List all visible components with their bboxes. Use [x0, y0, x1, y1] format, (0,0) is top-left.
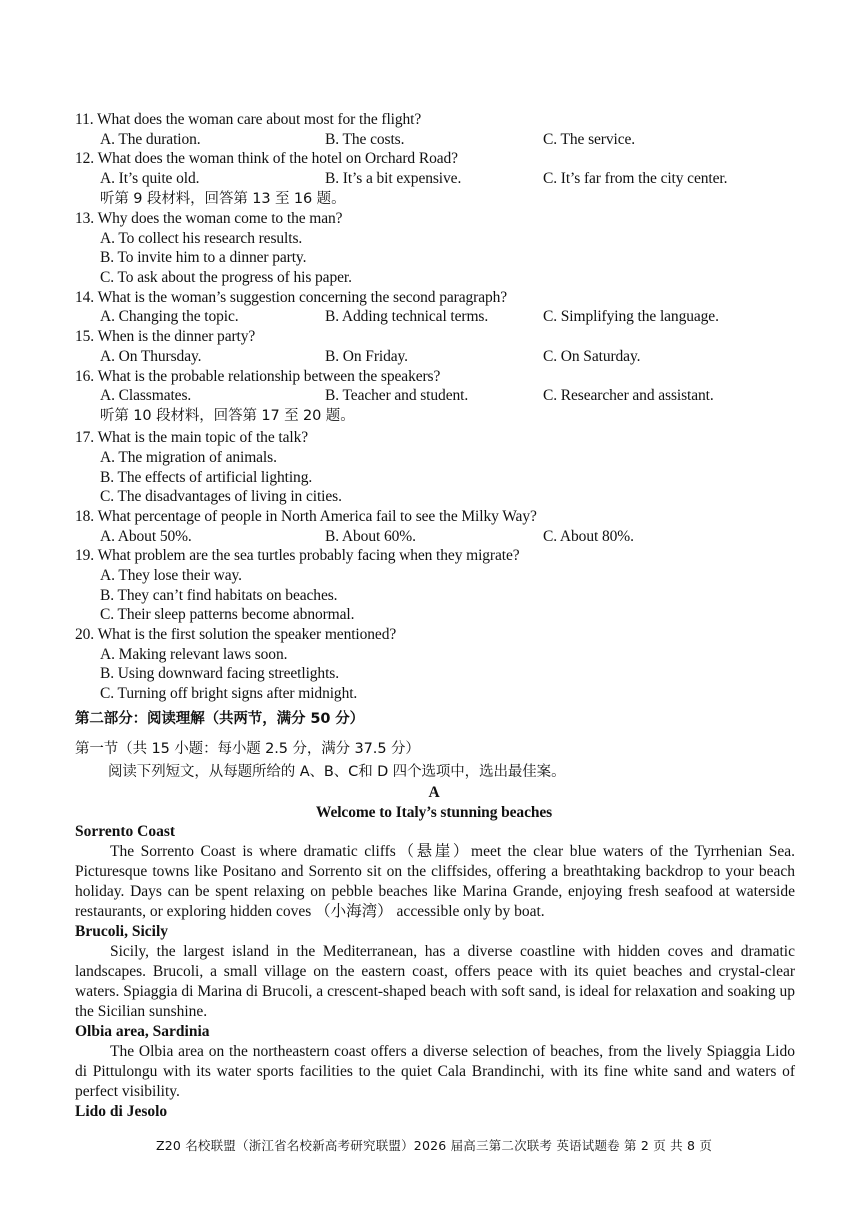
question-13: 13. Why does the woman come to the man?	[75, 210, 343, 227]
question-16: 16. What is the probable relationship between the speakers?	[75, 368, 441, 385]
section-heading-olbia: Olbia area, Sardinia	[75, 1023, 210, 1040]
question-18: 18. What percentage of people in North America fail to see the Milky Way?	[75, 508, 537, 525]
option-11a: A. The duration.	[100, 131, 201, 148]
option-16a: A. Classmates.	[100, 387, 192, 404]
option-11c: C. The service.	[543, 131, 636, 148]
option-16c: C. Researcher and assistant.	[543, 387, 714, 404]
option-19a: A. They lose their way.	[100, 567, 242, 584]
part2-heading: 第二部分：阅读理解（共两节，满分 50 分）	[75, 711, 365, 727]
option-12a: A. It’s quite old.	[100, 170, 200, 187]
option-15a: A. On Thursday.	[100, 348, 202, 365]
section-text-olbia: The Olbia area on the northeastern coast offers a diverse selection of beaches, from the lively Spiaggia Lido di Pittulongu with its water sports facilities to the quiet Cala Brandinchi, with its fine white sand and waters of perfect visibility.	[75, 1043, 795, 1100]
option-16b: B. Teacher and student.	[325, 387, 469, 404]
option-13b: B. To invite him to a dinner party.	[100, 249, 307, 266]
section-heading-brucoli: Brucoli, Sicily	[75, 923, 168, 940]
section-heading-jesolo: Lido di Jesolo	[75, 1103, 168, 1120]
question-19: 19. What problem are the sea turtles probably facing when they migrate?	[75, 547, 520, 564]
section-text-sorrento: The Sorrento Coast is where dramatic cliffs（悬崖）meet the clear blue waters of the Tyrrhenian Sea. Picturesque towns like Positano and Sorrento sit on the cliffsides, offering a breathtaking backdrop to your beach holiday. Days can be spent relaxing on pebble beaches like Marina Grande, enjoying fresh seafood at waterside restaurants, or exploring hidden coves （小海湾） accessible only by boat.	[75, 843, 795, 920]
section-heading-sorrento: Sorrento Coast	[75, 823, 176, 840]
option-20a: A. Making relevant laws soon.	[100, 646, 288, 663]
question-20: 20. What is the first solution the speaker mentioned?	[75, 626, 397, 643]
option-14b: B. Adding technical terms.	[325, 308, 489, 325]
option-13a: A. To collect his research results.	[100, 230, 303, 247]
listening-instruction-9: 听第 9 段材料，回答第 13 至 16 题。	[100, 191, 346, 207]
option-15b: B. On Friday.	[325, 348, 408, 365]
option-18a: A. About 50%.	[100, 528, 192, 545]
option-18b: B. About 60%.	[325, 528, 416, 545]
passage-body	[75, 822, 795, 1122]
reading-instructions: 阅读下列短文，从每题所给的 A、B、C和 D 四个选项中，选出最佳案。	[108, 764, 566, 780]
option-14a: A. Changing the topic.	[100, 308, 239, 325]
section-text-brucoli: Sicily, the largest island in the Mediterranean, has a diverse coastline with hidden coves and dramatic landscapes. Brucoli, a small village on the eastern coast, offers peace with its quiet beaches and crystal-clear waters. Spiaggia di Marina di Brucoli, a crescent-shaped beach with soft sand, is ideal for relaxation and soaking up the Sicilian sunshine.	[75, 943, 795, 1020]
option-14c: C. Simplifying the language.	[543, 308, 719, 325]
option-20c: C. Turning off bright signs after midnight.	[100, 685, 358, 702]
question-14: 14. What is the woman’s suggestion concerning the second paragraph?	[75, 289, 508, 306]
question-12: 12. What does the woman think of the hotel on Orchard Road?	[75, 150, 458, 167]
page-footer: Z20 名校联盟（浙江省名校新高考研究联盟）2026 届高三第二次联考 英语试题卷 第 2 页 共 8 页	[155, 1138, 713, 1153]
passage-title: Welcome to Italy’s stunning beaches	[315, 804, 553, 821]
listening-instruction-10: 听第 10 段材料，回答第 17 至 20 题。	[100, 408, 355, 424]
option-12c: C. It’s far from the city center.	[543, 170, 728, 187]
option-20b: B. Using downward facing streetlights.	[100, 665, 339, 682]
option-19b: B. They can’t find habitats on beaches.	[100, 587, 338, 604]
option-12b: B. It’s a bit expensive.	[325, 170, 462, 187]
option-19c: C. Their sleep patterns become abnormal.	[100, 606, 355, 623]
question-17: 17. What is the main topic of the talk?	[75, 429, 308, 446]
option-15c: C. On Saturday.	[543, 348, 641, 365]
option-13c: C. To ask about the progress of his paper.	[100, 269, 352, 286]
question-15: 15. When is the dinner party?	[75, 328, 256, 345]
section1-heading: 第一节（共 15 小题：每小题 2.5 分，满分 37.5 分）	[75, 741, 420, 757]
option-17b: B. The effects of artificial lighting.	[100, 469, 313, 486]
option-17a: A. The migration of animals.	[100, 449, 277, 466]
passage-letter: A	[428, 784, 440, 801]
option-11b: B. The costs.	[325, 131, 405, 148]
question-11: 11. What does the woman care about most for the flight?	[75, 111, 422, 128]
option-17c: C. The disadvantages of living in cities.	[100, 488, 342, 505]
option-18c: C. About 80%.	[543, 528, 634, 545]
